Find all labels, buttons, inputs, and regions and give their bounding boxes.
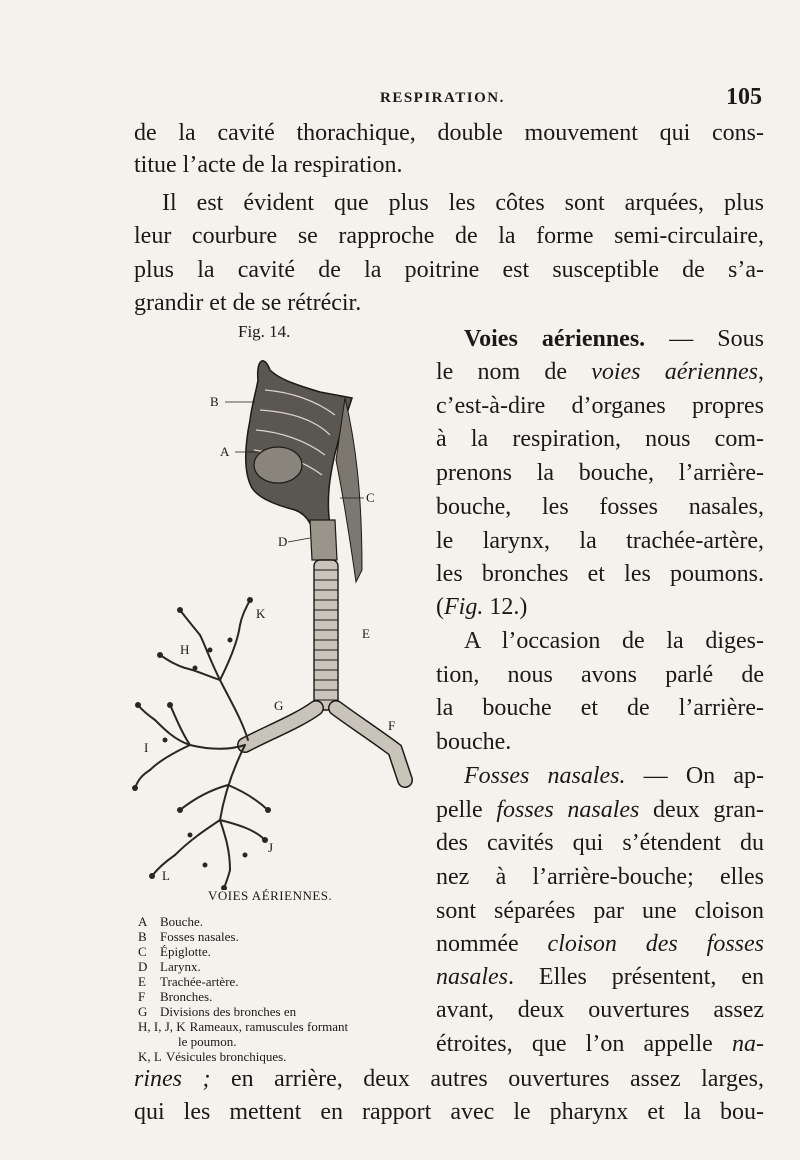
legend-row	[138, 944, 438, 959]
anatomy-figure	[130, 320, 430, 903]
text-line: tion, nous avons parlé de	[436, 662, 764, 688]
section-heading: Voies aériennes.	[464, 326, 646, 352]
legend-key: G	[138, 1004, 148, 1019]
text-line: sont séparées par une cloison	[436, 898, 764, 924]
italic-term: voies aériennes	[591, 359, 759, 385]
text-fragment: nommée	[436, 931, 548, 957]
text-line	[134, 1064, 764, 1094]
text-line: avant, deux ouvertures assez	[436, 997, 764, 1023]
text-line	[436, 1029, 764, 1059]
text-line: de la cavité thorachique, double mouvement qui cons-	[134, 120, 764, 146]
italic-term: fosses nasales	[496, 797, 640, 823]
figure-letter-b: B	[210, 394, 219, 409]
text-line	[436, 795, 764, 825]
figure-letter-h: H	[180, 642, 190, 657]
text-fragment: . Elles présentent, en	[508, 964, 764, 990]
legend-text: Bouche.	[160, 914, 203, 929]
legend-row	[138, 1049, 438, 1064]
page-number: 105	[726, 84, 762, 110]
legend-key: D	[138, 959, 148, 974]
text-line: le larynx, la trachée-artère,	[436, 528, 764, 554]
legend-key: H, I, J, K	[138, 1019, 186, 1034]
figure-letter-g: G	[274, 698, 284, 713]
figure-label: Fig. 14.	[238, 322, 291, 341]
italic-term: Fig.	[444, 594, 484, 620]
italic-term: na-	[732, 1031, 764, 1057]
legend-key: C	[138, 944, 147, 959]
text-fragment: le nom de	[436, 359, 592, 385]
legend-key: B	[138, 929, 147, 944]
text-fragment: ,	[758, 359, 765, 385]
text-line	[436, 962, 764, 992]
text-line	[436, 592, 764, 622]
legend-row	[138, 1019, 438, 1034]
legend-text: Rameaux, ramuscules formant	[189, 1019, 349, 1034]
figure-letter-i: I	[144, 740, 149, 755]
legend-key: A	[138, 914, 148, 929]
figure-letter-k: K	[256, 606, 266, 621]
legend-text: Trachée-artère.	[160, 974, 239, 989]
text-fragment: pelle	[436, 797, 497, 823]
legend-key: F	[138, 989, 146, 1004]
legend-text: le poumon.	[178, 1034, 237, 1049]
text-line: titue l’acte de la respiration.	[134, 152, 403, 178]
legend-key: K, L	[138, 1049, 162, 1064]
text-line: A l’occasion de la diges-	[464, 628, 764, 654]
text-line: qui les mettent en rapport avec le pharynx et la bou-	[134, 1099, 764, 1125]
figure-letter-a: A	[220, 444, 230, 459]
legend-text: Épiglotte.	[160, 944, 211, 959]
text-fragment: 12.)	[483, 594, 528, 620]
figure-letter-e: E	[362, 626, 370, 641]
legend-text: Vésicules bronchiques.	[165, 1049, 287, 1064]
legend-text: Larynx.	[160, 959, 201, 974]
text-line: nez à l’arrière-bouche; elles	[436, 864, 764, 890]
text-line: bouche, les fosses nasales,	[436, 494, 764, 520]
text-line: les bronches et les poumons.	[436, 561, 764, 587]
text-line: c’est-à-dire d’organes propres	[436, 393, 764, 419]
figure-title: VOIES AÉRIENNES.	[208, 888, 333, 903]
italic-term: cloison des fosses	[547, 931, 764, 957]
legend-key: E	[138, 974, 146, 989]
text-line: la bouche et de l’arrière-	[436, 695, 764, 721]
text-line: leur courbure se rapproche de la forme semi-circulaire,	[134, 223, 764, 249]
running-head: RESPIRATION.	[380, 90, 505, 106]
text-line: à la respiration, nous com-	[436, 426, 764, 452]
text-fragment: en arrière, deux autres ouvertures assez larges,	[210, 1066, 765, 1092]
legend-row	[138, 974, 438, 989]
legend-text: Fosses nasales.	[160, 929, 239, 944]
text-line: plus la cavité de la poitrine est susceptible de s’a-	[134, 257, 764, 283]
respiratory-tract-illustration	[130, 320, 430, 890]
text-line	[436, 761, 764, 791]
legend-text: Divisions des bronches en	[160, 1004, 297, 1019]
figure-letter-j: J	[268, 840, 274, 855]
figure-letter-c: C	[366, 490, 375, 505]
text-line: Il est évident que plus les côtes sont arquées, plus	[162, 190, 764, 216]
legend-row	[138, 959, 438, 974]
text-line	[436, 324, 764, 354]
text-line: prenons la bouche, l’arrière-	[436, 460, 764, 486]
legend-text: Bronches.	[160, 989, 213, 1004]
legend-row	[138, 929, 438, 944]
figure-letter-l: L	[162, 868, 170, 883]
text-line: bouche.	[436, 729, 512, 755]
figure-letter-f: F	[388, 718, 396, 733]
text-fragment: — On ap-	[625, 763, 764, 789]
text-fragment: (	[436, 594, 444, 620]
text-line	[436, 929, 764, 959]
figure-letter-d: D	[278, 534, 288, 549]
legend-row	[138, 1004, 438, 1019]
text-line: grandir et de se rétrécir.	[134, 290, 362, 316]
text-fragment: deux gran-	[639, 797, 765, 823]
text-line: des cavités qui s’étendent du	[436, 830, 764, 856]
text-fragment: — Sous	[645, 326, 764, 352]
legend-row	[138, 989, 438, 1004]
italic-term: rines ;	[134, 1066, 211, 1092]
italic-term: nasales	[436, 964, 508, 990]
text-fragment: étroites, que l’on appelle	[436, 1031, 732, 1057]
legend-row	[138, 1034, 438, 1049]
legend-row	[138, 914, 438, 929]
figure-legend	[138, 914, 438, 1064]
page-header	[130, 86, 770, 116]
italic-term: Fosses nasales.	[464, 763, 626, 789]
text-line	[436, 357, 764, 387]
